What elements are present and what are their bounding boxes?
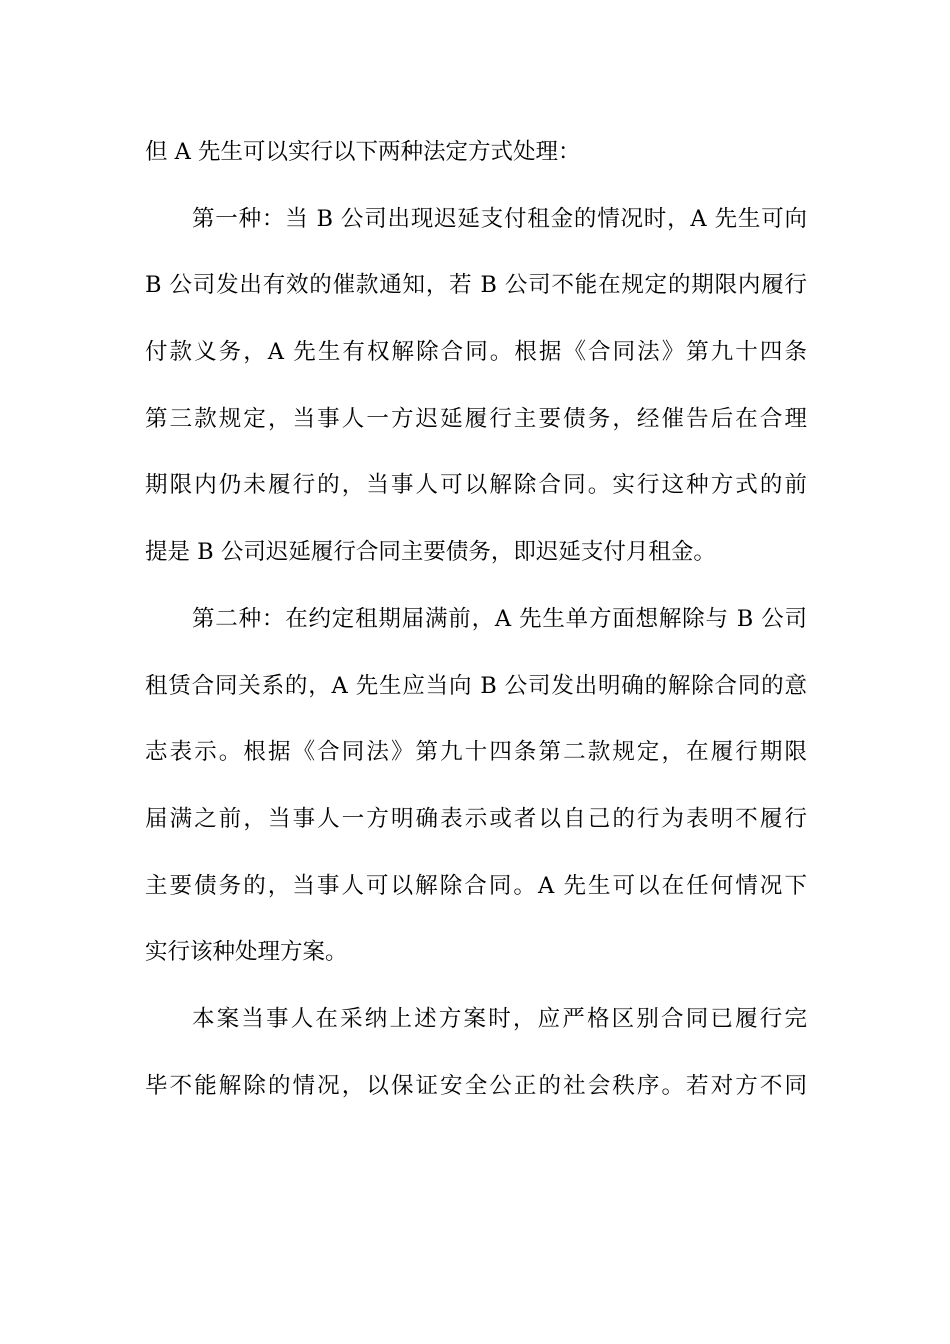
text-line: 毕不能解除的情况，以保证安全公正的社会秩序。若对方不同 — [145, 1072, 807, 1099]
text-line: 付款义务，A 先生有权解除合同。根据《合同法》第九十四条 — [145, 339, 807, 366]
text-line-paragraph-start: 第二种：在约定租期届满前，A 先生单方面想解除与 B 公司 — [192, 605, 807, 632]
document-body — [145, 128, 807, 1128]
text-line: 届满之前，当事人一方明确表示或者以自己的行为表明不履行 — [145, 805, 807, 832]
text-line-paragraph-end: 提是 B 公司迟延履行合同主要债务，即迟延支付月租金。 — [145, 539, 716, 566]
text-line-paragraph-end: 实行该种处理方案。 — [145, 939, 348, 966]
text-line: 主要债务的，当事人可以解除合同。A 先生可以在任何情况下 — [145, 872, 807, 899]
text-line: 志表示。根据《合同法》第九十四条第二款规定，在履行期限 — [145, 739, 807, 766]
text-line-paragraph-end: 但 A 先生可以实行以下两种法定方式处理： — [145, 139, 581, 165]
text-line: 期限内仍未履行的，当事人可以解除合同。实行这种方式的前 — [145, 472, 807, 499]
text-line: B 公司发出有效的催款通知，若 B 公司不能在规定的期限内履行 — [145, 272, 807, 299]
text-line: 第三款规定，当事人一方迟延履行主要债务，经催告后在合理 — [145, 405, 807, 432]
text-line-paragraph-start: 本案当事人在采纳上述方案时，应严格区别合同已履行完 — [192, 1005, 807, 1032]
text-line: 租赁合同关系的，A 先生应当向 B 公司发出明确的解除合同的意 — [145, 672, 807, 699]
text-line-paragraph-start: 第一种：当 B 公司出现迟延支付租金的情况时，A 先生可向 — [192, 205, 807, 232]
